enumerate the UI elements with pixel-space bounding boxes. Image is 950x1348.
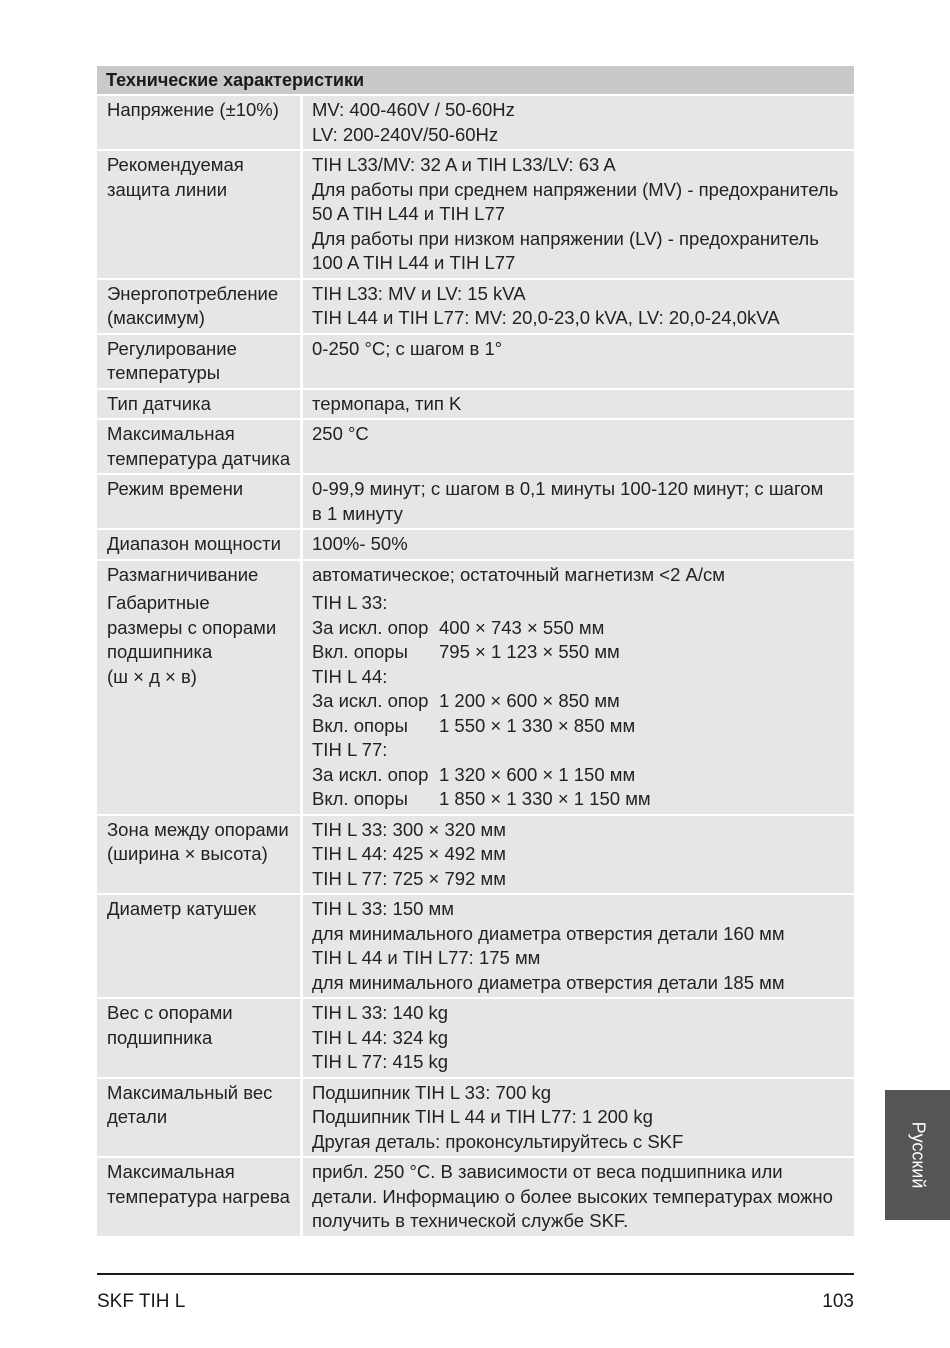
value-line: Подшипник TIH L 33: 700 kg [312,1081,552,1103]
model-name: TIH L 44: [312,665,388,687]
dimension-value: 400 × 743 × 550 мм [439,616,605,638]
row-value [303,280,854,333]
page-number: 103 [822,1291,854,1312]
label-line: Максимальная [107,423,235,444]
value-line: в 1 минуту [312,502,403,524]
value-line: TIH L 77: 725 × 792 мм [312,867,506,889]
row-value [303,589,854,814]
value-line: Подшипник TIH L 44 и TIH L77: 1 200 kg [312,1106,653,1127]
row-label [97,1158,300,1236]
row-label [97,280,300,333]
table-row [97,96,854,149]
value-line: MV: 400-460V / 50-60Hz [312,99,515,120]
value-line: TIH L33/MV: 32 A и TIH L33/LV: 63 A [312,154,616,175]
value-line: Для работы при среднем напряжении (MV) - предохранитель [312,178,839,200]
value-line: прибл. 250 °C. В зависимости от веса подшипника или [312,1161,783,1182]
label-line: (ширина × высота) [107,843,268,864]
dimension-key: Вкл. опоры [312,714,408,736]
label-line: Диапазон мощности [107,533,281,554]
label-line: подшипника [107,1026,213,1048]
value-line: 0-250 °C; с шагом в 1° [312,337,503,359]
value-line: TIH L 33: 300 × 320 мм [312,818,506,840]
dimension-line [312,689,848,714]
dimension-key: За искл. опор [312,616,429,638]
label-line: Энергопотребление [107,282,279,304]
row-value [303,895,854,997]
row-value [303,420,854,473]
model-name: TIH L 77: [312,739,388,760]
value-line: 250 °C [312,423,369,444]
spec-table [97,66,854,1236]
dimension-value: 1 850 × 1 330 × 1 150 мм [439,788,651,809]
table-row [97,816,854,894]
label-line: Тип датчика [107,392,211,414]
dimension-value: 795 × 1 123 × 550 мм [439,641,620,662]
row-value [303,999,854,1077]
value-line: автоматическое; остаточный магнетизм <2 A/см [312,563,725,585]
spec-rows [97,96,854,589]
row-label [97,999,300,1077]
label-line: защита линии [107,178,228,200]
dimension-value: 1 550 × 1 330 × 850 мм [439,714,636,736]
row-label [97,475,300,528]
row-value [303,96,854,149]
label-line: Максимальная [107,1161,235,1182]
footer-title: SKF TIH L [97,1291,186,1312]
value-line: 50 A TIH L44 и TIH L77 [312,203,506,224]
table-row [97,151,854,278]
label-line: (ш × д × в) [107,665,197,687]
row-label [97,561,300,590]
label-line: температура датчика [107,447,291,469]
dimension-line [312,787,848,812]
spec-rows [97,816,854,1236]
label-line: Максимальный вес [107,1081,273,1103]
label-line: Размагничивание [107,563,259,585]
row-value [303,335,854,388]
label-line: Вес с опорами [107,1002,233,1023]
label-line: Рекомендуемая [107,154,244,175]
row-label [97,420,300,473]
row-label [97,151,300,278]
value-line: TIH L 33: 140 kg [312,1002,449,1023]
dimension-key: Вкл. опоры [312,788,408,809]
label-line: размеры с опорами [107,616,277,638]
row-value [303,475,854,528]
value-line: TIH L 44 и TIH L77: 175 мм [312,947,541,968]
row-label [97,96,300,149]
table-row [97,1158,854,1236]
label-line: Габаритные [107,592,210,613]
value-line: 100 A TIH L44 и TIH L77 [312,252,516,273]
table-row [97,335,854,388]
dimension-value: 1 320 × 600 × 1 150 мм [439,763,636,785]
table-row [97,530,854,559]
row-label [97,1079,300,1157]
value-line: TIH L33: MV и LV: 15 kVA [312,282,526,304]
label-line: Зона между опорами [107,818,289,840]
row-value [303,151,854,278]
value-line: TIH L 77: 415 kg [312,1051,449,1072]
language-tab-label: Русский [908,1121,928,1189]
value-line: 0-99,9 минут; с шагом в 0,1 минуты 100-120 минут; с шагом [312,478,824,499]
row-value [303,561,854,590]
label-line: (максимум) [107,307,205,328]
value-line: TIH L44 и TIH L77: MV: 20,0-23,0 kVA, LV: 20,0-24,0kVA [312,307,780,328]
dimension-line [312,714,848,739]
table-row [97,420,854,473]
table-row [97,280,854,333]
label-line: детали [107,1106,168,1127]
language-tab [885,1090,950,1220]
label-line: температуры [107,362,221,383]
value-line: термопара, тип K [312,392,462,414]
table-row [97,999,854,1077]
footer-divider [97,1273,854,1275]
dimension-key: За искл. опор [312,690,429,711]
value-line: TIH L 44: 324 kg [312,1026,449,1048]
label-line: Напряжение (±10%) [107,99,279,120]
dimension-line [312,640,848,665]
value-line: TIH L 44: 425 × 492 мм [312,843,506,864]
row-label [97,335,300,388]
row-value [303,816,854,894]
label-line: температура нагрева [107,1185,290,1207]
dimension-key: За искл. опор [312,763,429,785]
row-label [97,895,300,997]
row-label [97,589,300,814]
table-row [97,475,854,528]
table-row [97,1079,854,1157]
table-row [97,390,854,419]
table-row [97,895,854,997]
table-row [97,561,854,590]
dimension-key: Вкл. опоры [312,641,408,662]
value-line: детали. Информацию о более высоких температурах можно [312,1185,833,1207]
value-line: TIH L 33: 150 мм [312,898,454,919]
dimension-line [312,616,848,641]
row-label [97,816,300,894]
row-value [303,1079,854,1157]
dimension-value: 1 200 × 600 × 850 мм [439,690,620,711]
table-header: Технические характеристики [97,66,854,94]
row-value [303,390,854,419]
label-line: подшипника [107,641,213,662]
row-value [303,530,854,559]
row-label [97,530,300,559]
label-line: Регулирование [107,337,237,359]
value-line: для минимального диаметра отверстия детали 185 мм [312,971,785,993]
dimension-line [312,763,848,788]
value-line: 100%- 50% [312,533,408,554]
row-value [303,1158,854,1236]
model-name: TIH L 33: [312,592,388,613]
label-line: Диаметр катушек [107,898,256,919]
label-line: Режим времени [107,478,244,499]
row-label [97,390,300,419]
value-line: Для работы при низком напряжении (LV) - предохранитель [312,227,819,249]
table-row-dimensions [97,589,854,814]
value-line: получить в технической службе SKF. [312,1210,629,1231]
value-line: LV: 200-240V/50-60Hz [312,123,499,145]
value-line: Другая деталь: проконсультируйтесь с SKF [312,1130,684,1152]
value-line: для минимального диаметра отверстия детали 160 мм [312,922,785,944]
